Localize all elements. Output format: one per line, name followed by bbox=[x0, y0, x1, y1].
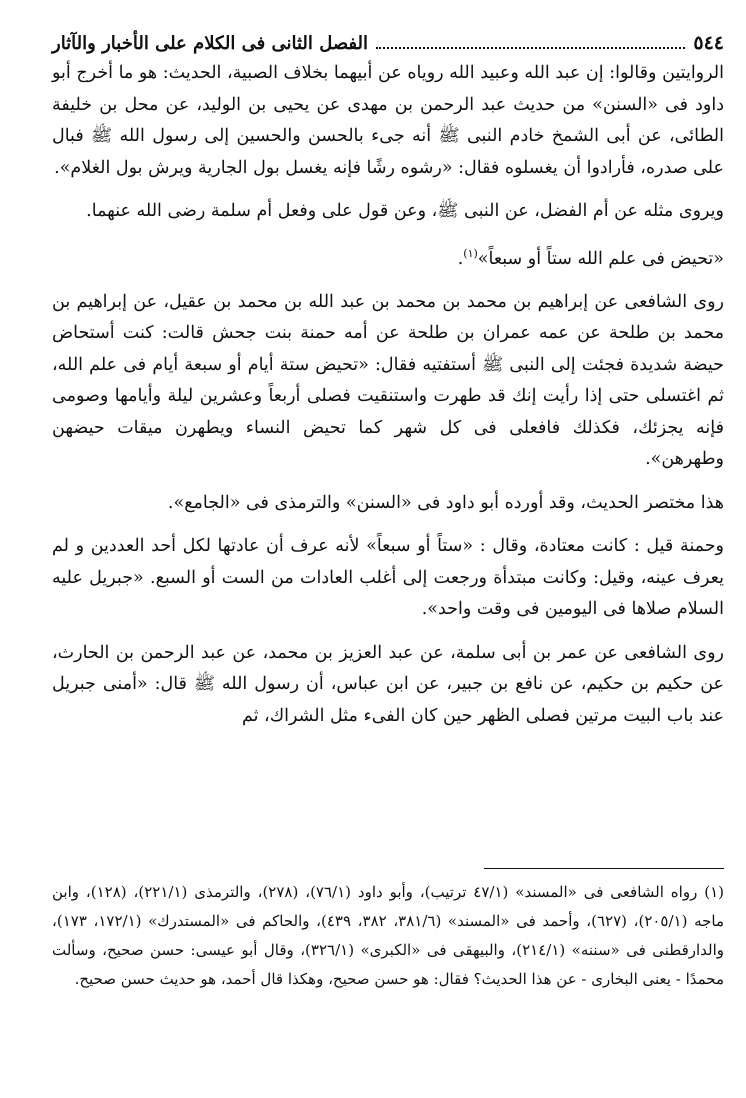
paragraph-5: هذا مختصر الحديث، وقد أورده أبو داود فى «السنن» والترمذى فى «الجامع». bbox=[167, 492, 724, 513]
paragraph-4: روى الشافعى عن إبراهيم بن محمد بن محمد بن عبد الله بن محمد بن عقيل، عن إبراهيم بن محمد بن طلحة عن عمه عمران بن طلحة عن أمه حمنة بنت جحش قالت: كنت أستحاض حيضة شديدة فجئت إلى النبى ﷺ أستفتيه فقال: «تحيض ستة أيام أو سبعة أيام فى علم الله، ثم اغتسلى حتى إذا رأيت إنك قد طهرت واستنقيت فصلى أربعاً وعشرين ليلة وأيامها وصومى فإنه يجزئك، فكذلك فافعلى فى كل شهر كما تحيض النساء ويطهرن ميقات حيضهن وطهرهن». bbox=[52, 291, 724, 470]
paragraph-2: ويروى مثله عن أم الفضل، عن النبى ﷺ، وعن قول على وفعل أم سلمة رضى الله عنهما. bbox=[86, 201, 724, 221]
hadith-heading-end: . bbox=[457, 248, 464, 269]
footnotes bbox=[52, 878, 724, 994]
main-text bbox=[52, 58, 724, 732]
header-dot-leader bbox=[376, 37, 685, 49]
paragraph-7: روى الشافعى عن عمر بن أبى سلمة، عن عبد العزيز بن محمد، عن عبد الرحمن بن الحارث، عن حكيم بن حكيم، عن نافع بن جبير، عن ابن عباس، أن رسول الله ﷺ قال: «أمنى جبريل عند باب البيت مرتين فصلى الظهر حين كان الفىء مثل الشراك، ثم bbox=[52, 642, 724, 726]
footnote-1: (١) رواه الشافعى فى «المسند» (٤٧/١ ترتيب)، وأبو داود (٧٦/١)، (٢٧٨)، والترمذى (٢٢١/١)، (١٢٨)، وابن ماجه (٢٠٥/١)، (٦٢٧)، وأحمد فى «المسند» (٣٨١/٦، ٣٨٢، ٤٣٩)، والحاكم فى «المستدرك» (١٧٢/١، ١٧٣)، والدارقطنى فى «سننه» (٢١٤/١)، والبيهقى فى «الكبرى» (٣٢٦/١)، وقال أبو عيسى: حسن صحيح، وسألت محمدًا - يعنى البخارى - عن هذا الحديث؟ فقال: هو حسن صحيح، وهكذا قال أحمد، هو حديث حسن صحيح. bbox=[52, 883, 725, 988]
page-number: ٥٤٤ bbox=[693, 32, 724, 54]
running-header bbox=[52, 22, 724, 58]
hadith-heading-text: «تحيض فى علم الله ستاً أو سبعاً» bbox=[477, 248, 724, 269]
hadith-heading bbox=[52, 238, 724, 275]
paragraph-1: الروايتين وقالوا: إن عبد الله وعبيد الله روياه عن أبيهما بخلاف الصبية، الحديث: هو ما أخرج أبو داود فى «السنن» من حديث عبد الرحمن بن مهدى عن يحيى بن الوليد، عن محل بن خليفة الطائى، عن أبى الشمخ خادم النبى ﷺ أنه جىء بالحسن والحسين إلى رسول الله ﷺ فبال على صدره، فأرادوا أن يغسلوه فقال: «رشوه رشًا فإنه يغسل بول الجارية ويرش بول الغلام». bbox=[52, 63, 724, 178]
paragraph-6: وحمنة قيل : كانت معتادة، وقال : «ستاً أو سبعاً» لأنه عرف أن عادتها لكل أحد العددين و لم يعرف عينه، وقيل: وكانت مبتدأة ورجعت إلى أغلب العادات من الست أو السبع. «جبريل عليه السلام صلاها فى اليومين فى وقت واحد». bbox=[52, 536, 724, 620]
footnote-divider bbox=[484, 868, 724, 869]
book-page bbox=[52, 22, 724, 1082]
running-title: الفصل الثانى فى الكلام على الأخبار والآثار bbox=[52, 33, 369, 54]
footnote-ref[interactable]: (١) bbox=[463, 246, 478, 260]
